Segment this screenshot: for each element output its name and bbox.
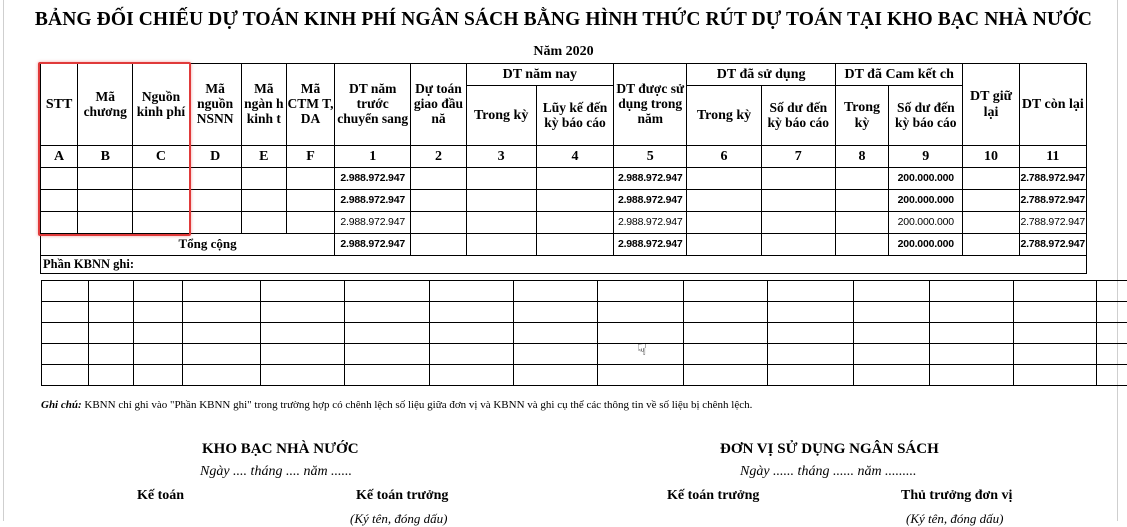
header-ma-nguon-nsnn: Mã nguồn NSNN [189,64,241,146]
column-code: D [189,146,241,168]
header-dt-nam-truoc: DT năm trước chuyển sang [335,64,411,146]
footnote-label: Ghi chú: [41,399,82,411]
cell-dt-duoc-su-dung[interactable]: 2.988.972.947 [614,190,687,212]
header-dt-nam-nay: DT năm nay [466,64,614,86]
document-title: BẢNG ĐỐI CHIẾU DỰ TOÁN KINH PHÍ NGÂN SÁCH BẰNG HÌNH THỨC RÚT DỰ TOÁN TẠI KHO BẠC NHÀ NƯỚC [0,9,1127,31]
header-nguon-kinh-phi: Nguồn kinh phí [133,64,189,146]
header-dt-da-cam-ket: DT đã Cam kết ch [835,64,962,86]
header-du-toan-giao: Dự toán giao đầu nă [411,64,466,146]
column-code: 4 [536,146,613,168]
table-row [41,190,1087,212]
kbnn-row [42,281,1127,302]
unit-date: Ngày ...... tháng ...... năm ......... [740,464,917,480]
header-ma-ctmt-da: Mã CTM T, DA [286,64,334,146]
header-dt-da-su-dung-trong-ky: Trong kỳ [687,86,761,146]
kbnn-row [42,344,1127,365]
column-code: F [286,146,334,168]
column-code: B [78,146,133,168]
footnote-text: KBNN chỉ ghi vào "Phần KBNN ghi" trong trường hợp có chênh lệch số liệu giữa đơn vị và KBNN và ghi cụ thể các thông tin về số liệu bị chênh lệch. [82,399,753,411]
header-dt-cam-ket-trong-ky: Trong kỳ [835,86,888,146]
header-luy-ke: Lũy kế đến kỳ báo cáo [536,86,613,146]
header-ma-chuong: Mã chương [78,64,133,146]
kbnn-row [42,365,1127,386]
total-row [41,234,1087,256]
cell-so-du-cam-ket[interactable]: 200.000.000 [889,212,963,234]
column-code: 8 [835,146,888,168]
treasury-title: KHO BẠC NHÀ NƯỚC [202,441,359,458]
header-dt-con-lai: DT còn lại [1019,64,1086,146]
total-dt-duoc-su-dung[interactable]: 2.988.972.947 [614,234,687,256]
header-ma-nganh-kinh-te: Mã ngàn h kinh t [241,64,286,146]
cell-dt-nam-truoc[interactable]: 2.988.972.947 [335,168,411,190]
header-stt: STT [41,64,78,146]
treasury-chief-accountant: Kế toán trưởng [356,488,448,504]
treasury-accountant: Kế toán [137,488,184,504]
page-border-left [3,0,4,521]
header-dt-da-su-dung: DT đã sử dụng [687,64,836,86]
cell-dt-nam-truoc[interactable]: 2.988.972.947 [335,212,411,234]
column-code: E [241,146,286,168]
footnote [41,399,752,411]
column-code: 2 [411,146,466,168]
total-dt-nam-truoc[interactable]: 2.988.972.947 [335,234,411,256]
column-code-row [41,146,1087,168]
unit-title: ĐƠN VỊ SỬ DỤNG NGÂN SÁCH [720,441,939,458]
header-dt-giu-lai: DT giữ lại [963,64,1019,146]
cell-dt-con-lai[interactable]: 2.788.972.947 [1019,190,1086,212]
treasury-sign-note: (Ký tên, đóng dấu) [350,511,447,527]
cell-so-du-cam-ket[interactable]: 200.000.000 [889,168,963,190]
column-code: 1 [335,146,411,168]
unit-head: Thủ trưởng đơn vị [901,488,1012,504]
column-code: A [41,146,78,168]
cell-so-du-cam-ket[interactable]: 200.000.000 [889,190,963,212]
cell-dt-duoc-su-dung[interactable]: 2.988.972.947 [614,212,687,234]
table-row [41,212,1087,234]
column-code: C [133,146,189,168]
column-code: 7 [761,146,835,168]
column-code: 11 [1019,146,1086,168]
hand-cursor-icon: ☟ [637,343,647,359]
kbnn-notes-table [41,280,1127,386]
header-dt-duoc-su-dung: DT được sử dụng trong năm [614,64,687,146]
cell-dt-duoc-su-dung[interactable]: 2.988.972.947 [614,168,687,190]
table-row [41,168,1087,190]
header-dt-nam-nay-trong-ky: Trong kỳ [466,86,536,146]
header-so-du-den-ky-bao-cao: Số dư đến kỳ báo cáo [889,86,963,146]
unit-sign-note: (Ký tên, đóng dấu) [906,511,1003,527]
kbnn-section-label: Phần KBNN ghi: [41,256,1087,274]
cell-dt-con-lai[interactable]: 2.788.972.947 [1019,212,1086,234]
total-so-du-cam-ket[interactable]: 200.000.000 [889,234,963,256]
kbnn-row [42,323,1127,344]
column-code: 6 [687,146,761,168]
column-code: 10 [963,146,1019,168]
total-dt-con-lai[interactable]: 2.788.972.947 [1019,234,1086,256]
budget-comparison-table [40,63,1087,274]
column-code: 9 [889,146,963,168]
total-label: Tổng cộng [41,234,335,256]
cell-dt-nam-truoc[interactable]: 2.988.972.947 [335,190,411,212]
header-so-du-den-ky: Số dư đến kỳ báo cáo [761,86,835,146]
unit-chief-accountant: Kế toán trưởng [667,488,759,504]
column-code: 3 [466,146,536,168]
cell-dt-con-lai[interactable]: 2.788.972.947 [1019,168,1086,190]
report-year: Năm 2020 [0,44,1127,60]
kbnn-row [42,302,1127,323]
column-code: 5 [614,146,687,168]
treasury-date: Ngày .... tháng .... năm ...... [200,464,352,480]
page-border-right [1117,0,1118,521]
